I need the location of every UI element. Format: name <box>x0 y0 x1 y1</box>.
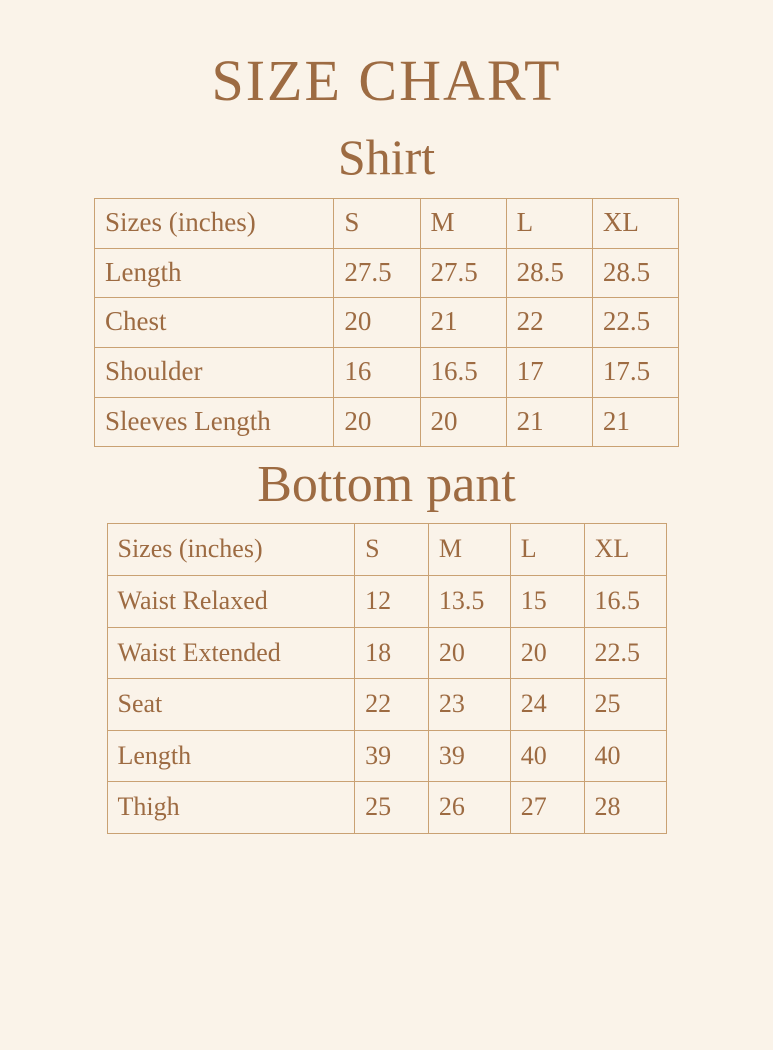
row-value: 40 <box>584 730 666 782</box>
row-value: 28.5 <box>506 248 592 298</box>
table-header-row <box>107 524 666 576</box>
row-value: 23 <box>428 679 510 731</box>
table-row <box>107 576 666 628</box>
row-value: 15 <box>510 576 584 628</box>
table-row <box>107 730 666 782</box>
row-label: Seat <box>107 679 355 731</box>
row-value: 18 <box>355 627 429 679</box>
row-value: 40 <box>510 730 584 782</box>
page-title: SIZE CHART <box>211 48 562 113</box>
section-heading-shirt: Shirt <box>337 129 436 185</box>
table-row <box>95 298 679 348</box>
row-value: 21 <box>420 298 506 348</box>
row-label: Sleeves Length <box>95 397 334 447</box>
row-label: Waist Extended <box>107 627 355 679</box>
column-header-s: S <box>355 524 429 576</box>
row-label: Length <box>107 730 355 782</box>
table-row <box>107 782 666 834</box>
row-label: Shoulder <box>95 348 334 398</box>
row-value: 20 <box>510 627 584 679</box>
row-value: 26 <box>428 782 510 834</box>
row-value: 12 <box>355 576 429 628</box>
table-row <box>107 627 666 679</box>
row-value: 39 <box>428 730 510 782</box>
row-value: 27.5 <box>334 248 420 298</box>
shirt-size-table <box>94 198 679 447</box>
row-value: 22 <box>506 298 592 348</box>
column-header-l: L <box>510 524 584 576</box>
row-value: 22.5 <box>592 298 678 348</box>
column-header-m: M <box>428 524 510 576</box>
row-value: 25 <box>584 679 666 731</box>
row-value: 16.5 <box>420 348 506 398</box>
table-row <box>95 348 679 398</box>
row-value: 28 <box>584 782 666 834</box>
row-value: 20 <box>334 298 420 348</box>
row-value: 20 <box>420 397 506 447</box>
bottom-pant-size-table <box>107 523 667 834</box>
row-value: 17 <box>506 348 592 398</box>
row-value: 17.5 <box>592 348 678 398</box>
row-value: 22.5 <box>584 627 666 679</box>
row-value: 28.5 <box>592 248 678 298</box>
row-value: 21 <box>592 397 678 447</box>
row-label: Thigh <box>107 782 355 834</box>
column-header-sizes: Sizes (inches) <box>107 524 355 576</box>
table-row <box>107 679 666 731</box>
column-header-m: M <box>420 199 506 249</box>
row-value: 21 <box>506 397 592 447</box>
table-row <box>95 248 679 298</box>
row-value: 27 <box>510 782 584 834</box>
section-heading-bottom-pant: Bottom pant <box>257 456 516 514</box>
column-header-sizes: Sizes (inches) <box>95 199 334 249</box>
table-header-row <box>95 199 679 249</box>
row-value: 25 <box>355 782 429 834</box>
row-value: 16.5 <box>584 576 666 628</box>
column-header-s: S <box>334 199 420 249</box>
column-header-xl: XL <box>584 524 666 576</box>
row-value: 16 <box>334 348 420 398</box>
row-label: Chest <box>95 298 334 348</box>
row-value: 22 <box>355 679 429 731</box>
row-value: 27.5 <box>420 248 506 298</box>
column-header-l: L <box>506 199 592 249</box>
row-value: 20 <box>428 627 510 679</box>
row-value: 24 <box>510 679 584 731</box>
row-value: 20 <box>334 397 420 447</box>
row-value: 13.5 <box>428 576 510 628</box>
table-row <box>95 397 679 447</box>
row-label: Waist Relaxed <box>107 576 355 628</box>
column-header-xl: XL <box>592 199 678 249</box>
row-value: 39 <box>355 730 429 782</box>
row-label: Length <box>95 248 334 298</box>
